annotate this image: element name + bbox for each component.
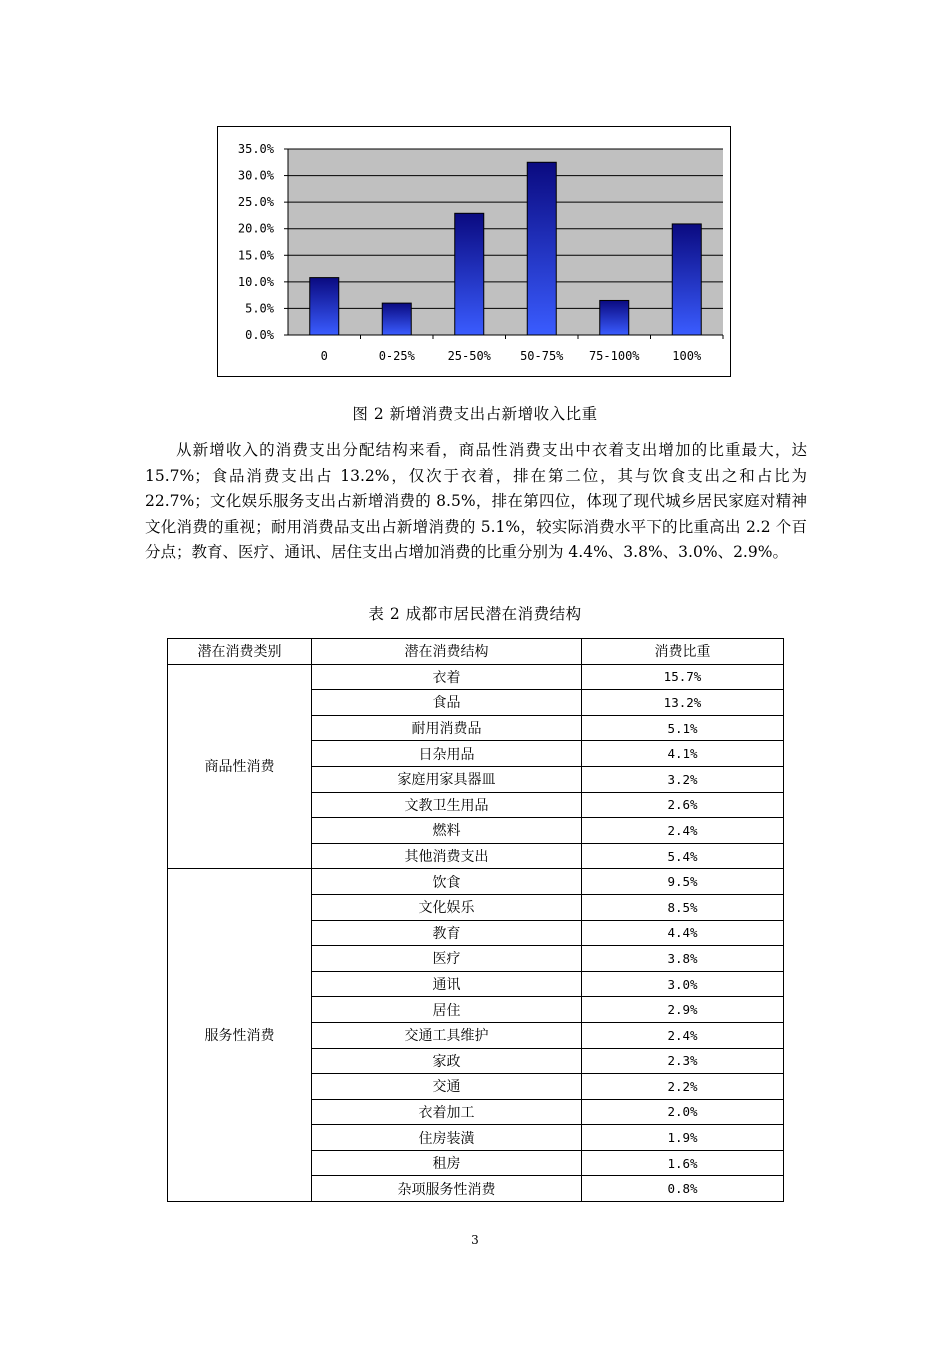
category-cell: 商品性消费 [168, 664, 312, 869]
y-tick-label: 30.0% [237, 168, 274, 183]
bar [455, 213, 484, 335]
structure-cell: 食品 [312, 690, 582, 716]
y-tick-label: 35.0% [237, 142, 274, 156]
y-tick-label: 0.0% [245, 328, 274, 342]
share-cell: 2.4% [582, 818, 784, 844]
share-cell: 15.7% [582, 664, 784, 690]
structure-cell: 衣着 [312, 664, 582, 690]
share-cell: 2.9% [582, 997, 784, 1023]
structure-cell: 其他消费支出 [312, 843, 582, 869]
structure-cell: 衣着加工 [312, 1099, 582, 1125]
consumption-table [167, 638, 784, 1202]
structure-cell: 燃料 [312, 818, 582, 844]
structure-cell: 家庭用家具器皿 [312, 766, 582, 792]
structure-cell: 医疗 [312, 946, 582, 972]
plot-area [288, 149, 723, 335]
structure-cell: 耐用消费品 [312, 715, 582, 741]
share-cell: 2.2% [582, 1074, 784, 1100]
share-cell: 0.8% [582, 1176, 784, 1202]
structure-cell: 交通 [312, 1074, 582, 1100]
share-cell: 8.5% [582, 894, 784, 920]
share-cell: 3.0% [582, 971, 784, 997]
table-header-row [168, 639, 784, 665]
y-tick-label: 25.0% [237, 195, 274, 210]
share-cell: 9.5% [582, 869, 784, 895]
figure-caption: 图 2 新增消费支出占新增收入比重 [352, 405, 598, 423]
header-category: 潜在消费类别 [168, 639, 312, 665]
structure-cell: 家政 [312, 1048, 582, 1074]
share-cell: 2.3% [582, 1048, 784, 1074]
x-category-label: 50-75% [520, 349, 564, 363]
share-cell: 5.4% [582, 843, 784, 869]
x-category-label: 25-50% [447, 349, 491, 363]
share-cell: 2.6% [582, 792, 784, 818]
y-tick-label: 5.0% [245, 301, 274, 316]
structure-cell: 教育 [312, 920, 582, 946]
share-cell: 4.1% [582, 741, 784, 767]
x-category-label: 75-100% [588, 349, 640, 363]
structure-cell: 文化娱乐 [312, 894, 582, 920]
table-row [168, 664, 784, 690]
share-cell: 3.8% [582, 946, 784, 972]
structure-cell: 居住 [312, 997, 582, 1023]
bar [382, 303, 411, 335]
share-cell: 2.0% [582, 1099, 784, 1125]
structure-cell: 日杂用品 [312, 741, 582, 767]
bar [600, 300, 629, 335]
structure-cell: 文教卫生用品 [312, 792, 582, 818]
x-category-label: 100% [672, 349, 702, 363]
x-category-label: 0-25% [378, 349, 415, 363]
share-cell: 13.2% [582, 690, 784, 716]
structure-cell: 杂项服务性消费 [312, 1176, 582, 1202]
structure-cell: 住房装潢 [312, 1125, 582, 1151]
share-cell: 1.9% [582, 1125, 784, 1151]
body-paragraph: 从新增收入的消费支出分配结构来看，商品性消费支出中衣着支出增加的比重最大，达 15.7%；食品消费支出占 13.2%，仅次于衣着，排在第二位，其与饮食支出之和占比为 22.7%；文化娱乐服务支出占新增消费的 8.5%，排在第四位，体现了现代城乡居民家庭对精神文化消费的重视；耐用消费品支出占新增消费的 5.1%，较实际消费水平下的比重高出 2.2 个百分点；教育、医疗、通讯、居住支出占增加消费的比重分别为 4.4%、3.8%、3.0%、2.9%。 [145, 441, 807, 561]
y-tick-label: 15.0% [237, 248, 274, 263]
y-tick-label: 20.0% [237, 221, 274, 236]
share-cell: 5.1% [582, 715, 784, 741]
structure-cell: 交通工具维护 [312, 1022, 582, 1048]
bar [527, 162, 556, 335]
table-caption: 表 2 成都市居民潜在消费结构 [368, 605, 582, 623]
share-cell: 4.4% [582, 920, 784, 946]
share-cell: 2.4% [582, 1022, 784, 1048]
share-cell: 3.2% [582, 766, 784, 792]
header-structure: 潜在消费结构 [312, 639, 582, 665]
table-row [168, 869, 784, 895]
category-cell: 服务性消费 [168, 869, 312, 1202]
table-body [168, 664, 784, 1201]
chart-svg [218, 127, 730, 376]
share-cell: 1.6% [582, 1150, 784, 1176]
bar [672, 224, 701, 335]
bar-chart [217, 126, 731, 377]
structure-cell: 租房 [312, 1150, 582, 1176]
x-category-label: 0 [320, 349, 328, 363]
y-tick-label: 10.0% [237, 274, 274, 289]
bar [310, 278, 339, 335]
page-number: 3 [471, 1233, 479, 1247]
structure-cell: 饮食 [312, 869, 582, 895]
structure-cell: 通讯 [312, 971, 582, 997]
header-share: 消费比重 [582, 639, 784, 665]
